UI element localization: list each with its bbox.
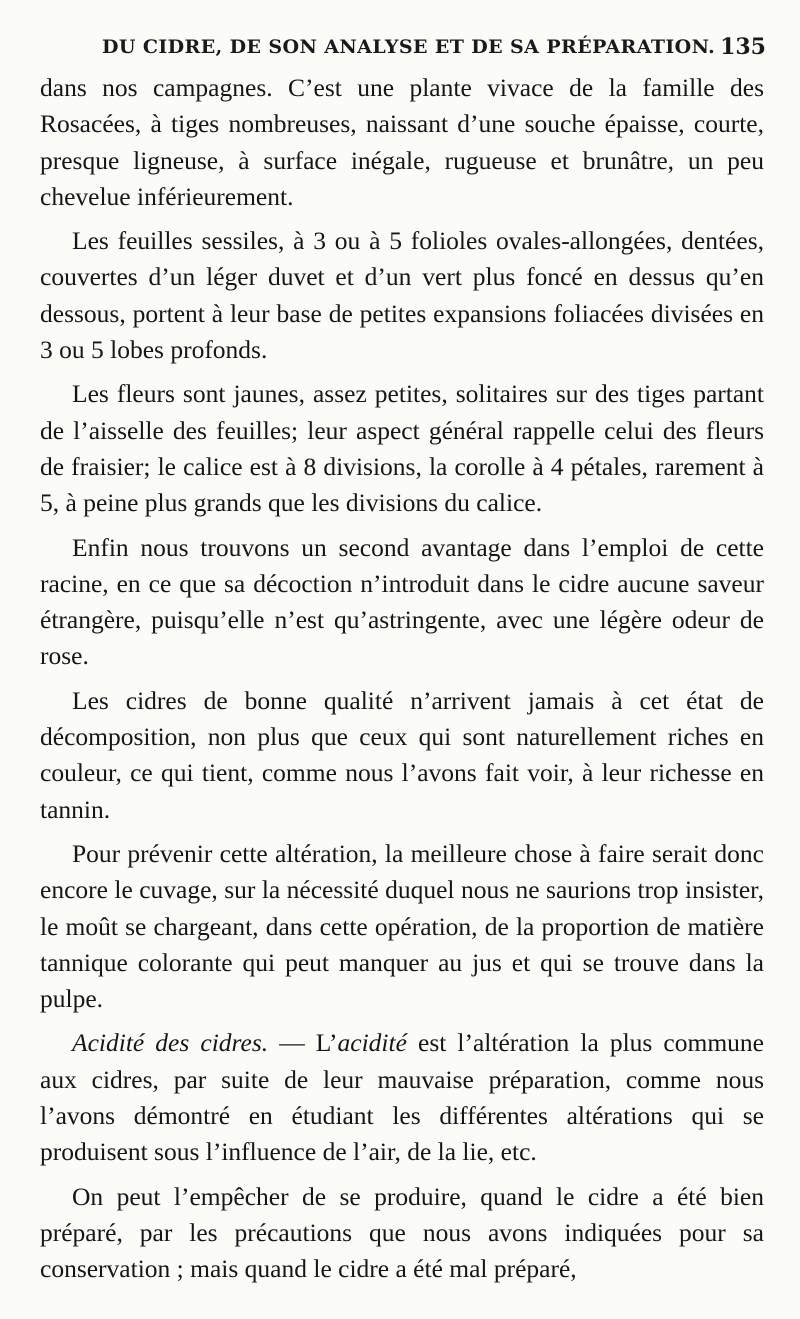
paragraph-precautions: On peut l’empêcher de se produire, quand le cidre a été bien préparé, par les précautions que nous avons indiquées pour sa conservation ; mais quand le cidre a été mal préparé, <box>40 1181 764 1284</box>
paragraph-prevention: Pour prévenir cette altération, la meilleure chose à faire serait donc encore le cuvage, sur la nécessité duquel nous ne saurions trop insister, le moût se chargeant, dans cette opération, de la proportion de matière tannique colorante qui peut manquer au jus et qui se trouve dans la pulpe. <box>40 838 764 1014</box>
paragraph-advantage: Enfin nous trouvons un second avantage dans l’emploi de cette racine, en ce que sa décoction n’introduit dans le cidre aucune saveur étrangère, puisqu’elle n’est qu’astringente, avec une légère odeur de rose. <box>40 532 764 671</box>
paragraph-good-cidres: Les cidres de bonne qualité n’arrivent jamais à cet état de décomposition, non plus que ceux qui sont naturellement riches en couleur, ce qui tient, comme nous l’avons fait voir, à leur richesse en tannin. <box>40 685 764 824</box>
section-dash: — L’ <box>268 1028 338 1058</box>
body-text <box>40 70 764 1288</box>
page-number: 135 <box>720 34 766 60</box>
acidity-term: acidité <box>337 1028 407 1058</box>
section-lead: Acidité des cidres. <box>72 1028 269 1058</box>
running-title: DU CIDRE, DE SON ANALYSE ET DE SA PRÉPARATION. <box>102 36 716 58</box>
paragraph-flowers: Les fleurs sont jaunes, assez petites, solitaires sur des tiges partant de l’aisselle des feuilles; leur aspect général rappelle celui des fleurs de fraisier; le calice est à 8 divisions, la corolle à 4 pétales, rarement à 5, à peine plus grands que les divisions du calice. <box>40 379 764 518</box>
paragraph-leaves: Les feuilles sessiles, à 3 ou à 5 folioles ovales-allongées, dentées, couvertes d’un léger duvet et d’un vert plus foncé en dessus qu’en dessous, portent à leur base de petites expansions foliacées divisées en 3 ou 5 lobes profonds. <box>40 226 764 365</box>
paragraph-acidity <box>40 1025 764 1170</box>
acidity-text: est l’altération la plus commune aux cidres, par suite de leur mauvaise préparation, comme nous l’avons démontré en étudiant les différentes altérations qui se produisent sous l’influence de l’air, de la lie, etc. <box>40 1028 764 1167</box>
paragraph-plant-description: dans nos campagnes. C’est une plante vivace de la famille des Rosacées, à tiges nombreuses, naissant d’une souche épaisse, courte, presque ligneuse, à surface inégale, rugueuse et brunâtre, un peu chevelue inférieurement. <box>40 73 764 211</box>
page-header <box>40 34 768 64</box>
